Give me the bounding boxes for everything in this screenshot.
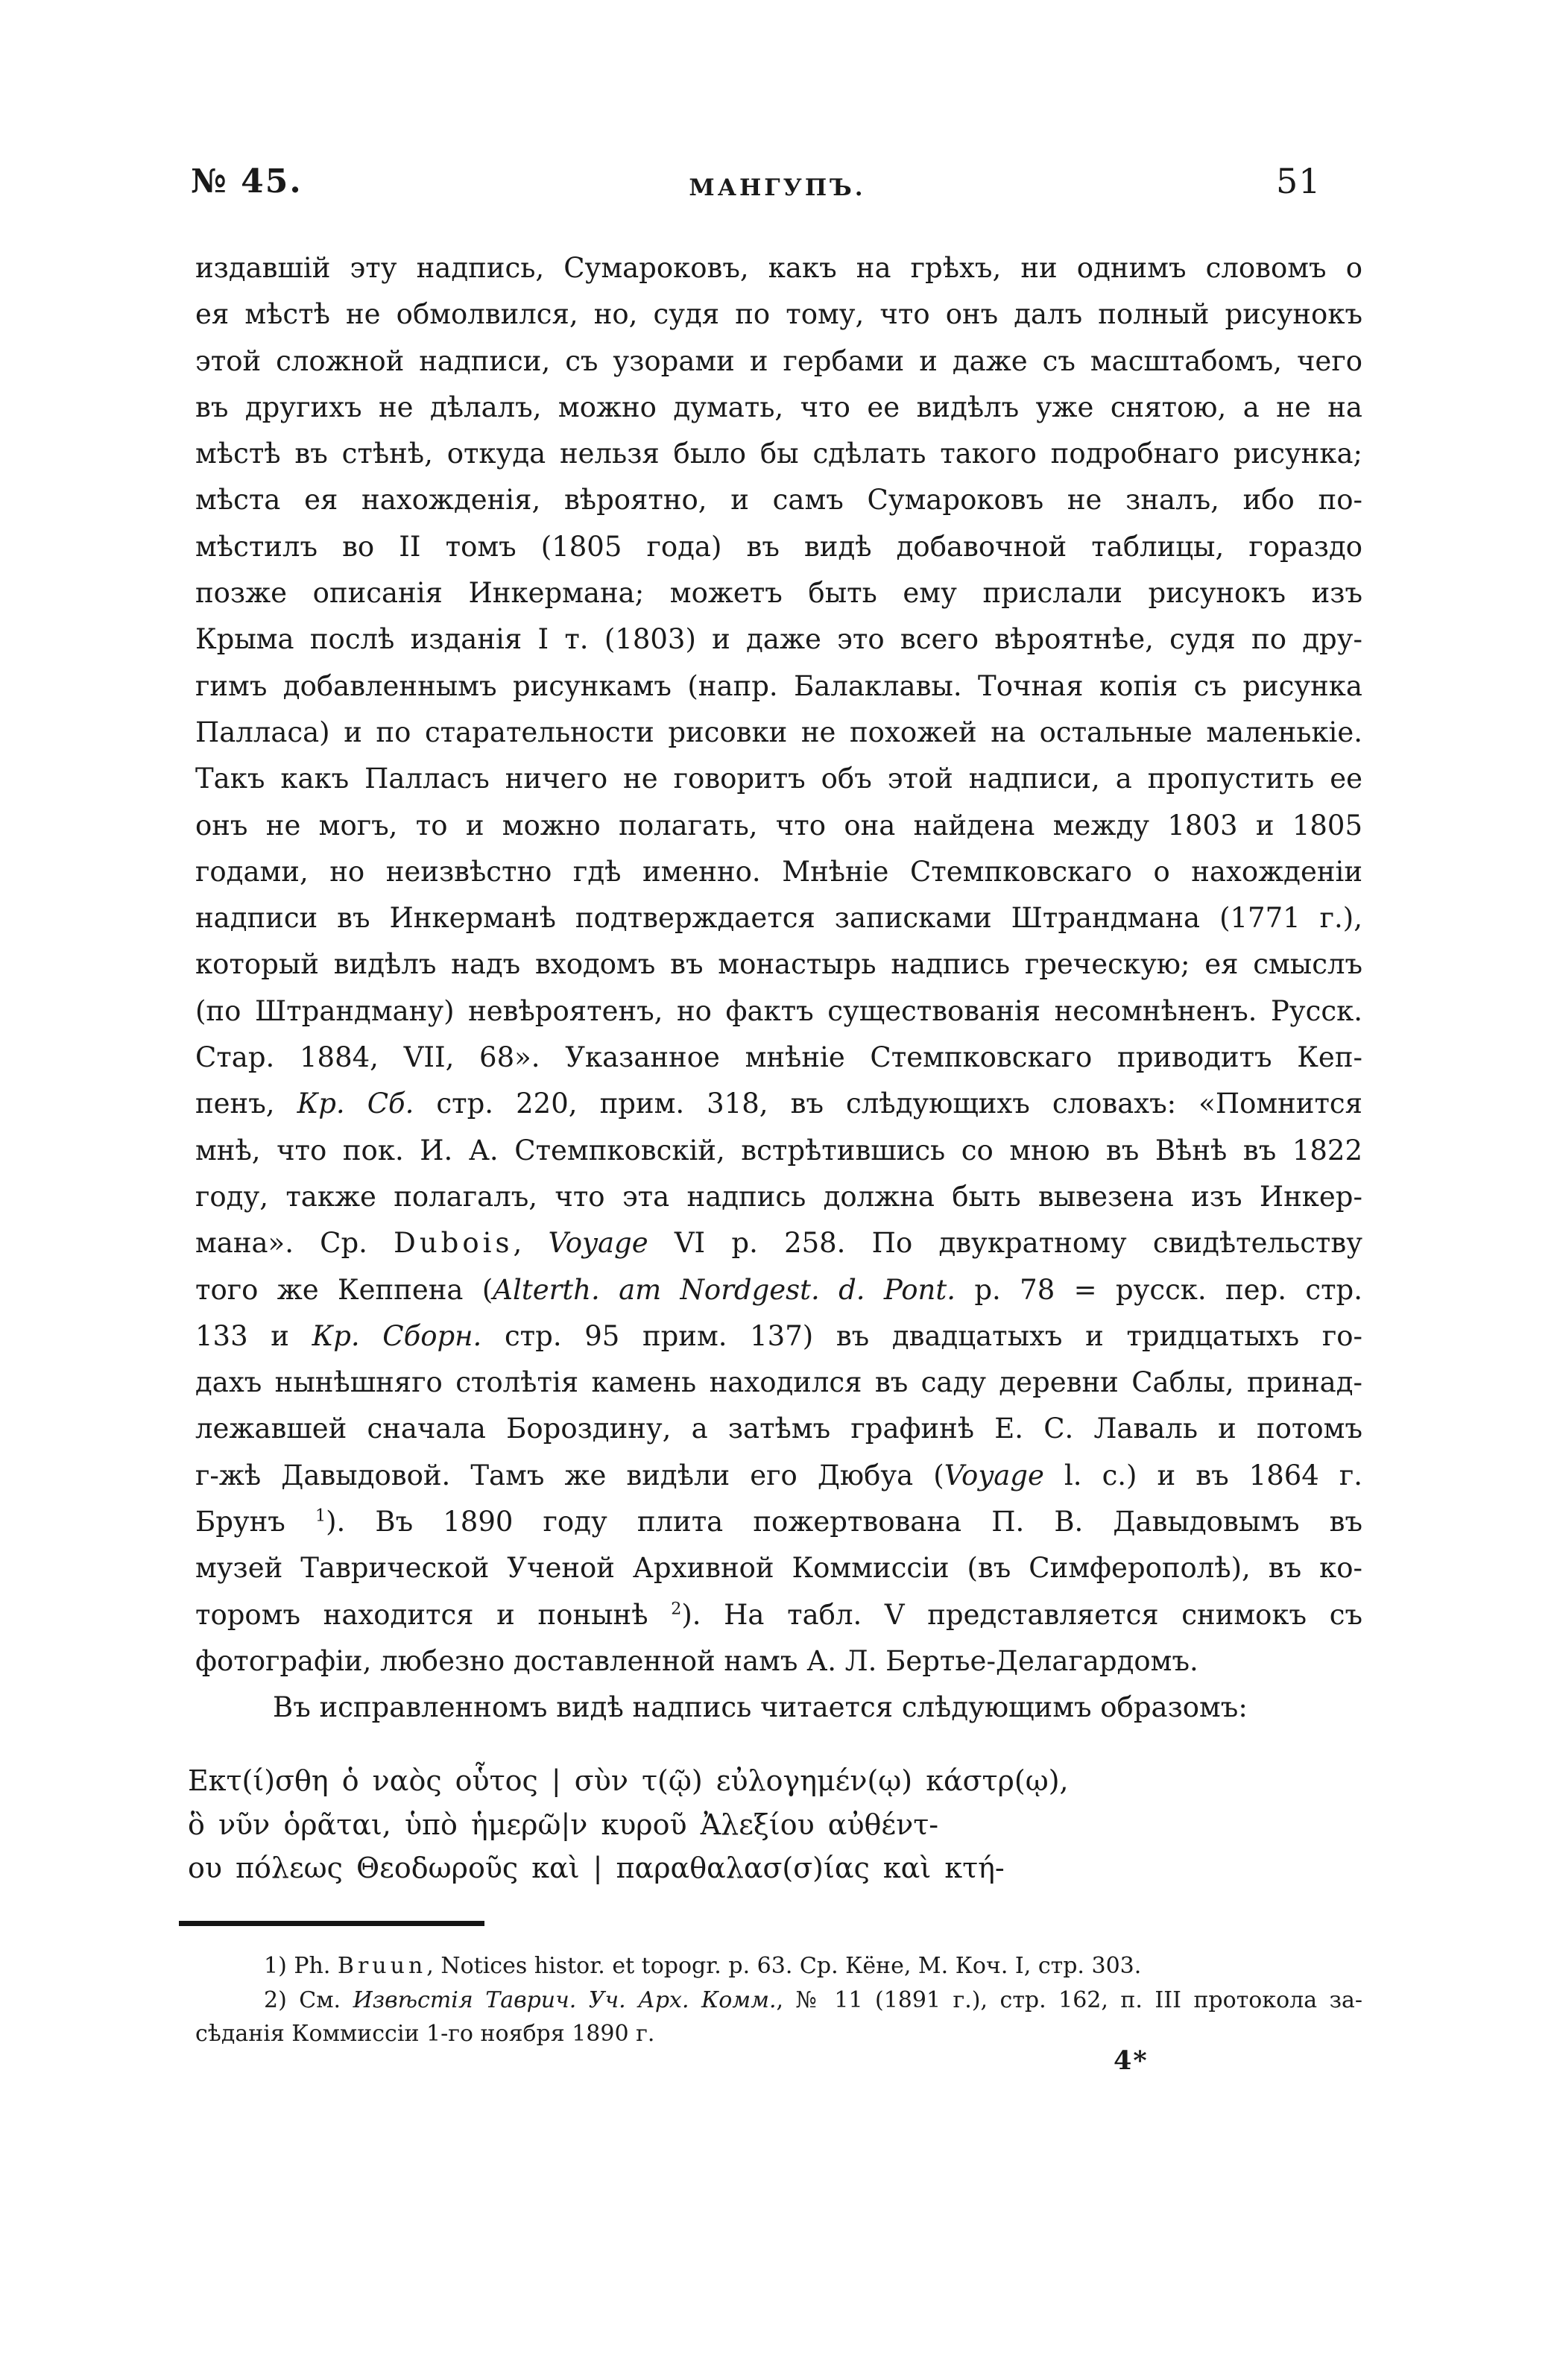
text-line — [195, 338, 1362, 385]
text-line — [195, 1499, 1362, 1545]
footnote-line — [195, 2017, 1362, 2051]
body-paragraphs — [195, 245, 1362, 1732]
text-run: , Notices histor. et topogr. p. 63. Ср. Кёне, М. Коч. I, стр. 303. — [426, 1953, 1142, 1979]
text-line — [195, 663, 1362, 710]
text-run: мнѣ, что пок. И. А. Стемпковскій, встрѣтившись со мною въ Вѣнѣ въ 1822 — [195, 1134, 1362, 1167]
text-run: ). На табл. V представляется снимокъ съ — [681, 1598, 1362, 1631]
running-title: МАНГУПЪ. — [689, 174, 866, 201]
text-run: 1 — [315, 1506, 326, 1526]
signature-mark: 4* — [1114, 2045, 1149, 2076]
text-run: Крыма послѣ изданія I т. (1803) и даже это всего вѣроятнѣе, судя по дру- — [195, 623, 1362, 656]
text-run: годами, но неизвѣстно гдѣ именно. Мнѣніе Стемпковскаго о нахожденіи — [195, 855, 1362, 888]
text-run: Dubois — [394, 1227, 514, 1260]
footnote-line — [195, 1949, 1362, 1983]
text-line — [195, 1128, 1362, 1174]
text-line — [195, 1081, 1362, 1127]
text-run: сѣданія Коммиссіи 1-го ноября 1890 г. — [195, 2021, 655, 2047]
greek-line — [188, 1803, 1355, 1847]
text-run: Кр. Сб. — [297, 1088, 414, 1120]
text-run: Εκτ(ί)σθη ὁ ναὸς οὗτος | σὺν τ(ῷ) εὐλογημέν(ῳ) κάστρ(ῳ), — [188, 1764, 1069, 1797]
text-line — [195, 803, 1362, 849]
text-run: году, также полагалъ, что эта надпись должна быть вывезена изъ Инкер- — [195, 1180, 1362, 1213]
text-line — [195, 1313, 1362, 1360]
text-line — [195, 988, 1362, 1035]
text-run: ея мѣстѣ не обмолвился, но, судя по тому, что онъ далъ полный рисунокъ — [195, 298, 1362, 331]
footnote-line — [195, 1983, 1362, 2018]
text-line — [195, 616, 1362, 663]
text-run: онъ не могъ, то и можно полагать, что она найдена между 1803 и 1805 — [195, 809, 1362, 842]
text-run: позже описанія Инкермана; можетъ быть ему прислали рисунокъ изъ — [195, 577, 1362, 610]
text-line — [195, 1035, 1362, 1081]
text-run: фотографіи, любезно доставленной намъ А. Л. Бертье-Делагардомъ. — [195, 1644, 1198, 1677]
text-run: l. c.) и въ 1864 г. — [1043, 1459, 1363, 1492]
text-run: VI p. 258. По двукратному свидѣтельству — [648, 1227, 1362, 1260]
text-run: дахъ нынѣшняго столѣтія камень находился въ саду деревни Саблы, принад- — [195, 1366, 1362, 1399]
footnotes — [195, 1949, 1362, 2051]
text-run: Брунъ — [195, 1506, 315, 1538]
text-line — [195, 291, 1362, 338]
text-line — [195, 895, 1362, 941]
inscription-number: № 45. — [191, 162, 303, 201]
text-run: 1) Ph. — [264, 1953, 338, 1979]
text-run: мѣста ея нахожденія, вѣроятно, и самъ Сумароковъ не зналъ, ибо по- — [195, 484, 1362, 517]
text-run: Палласа) и по старательности рисовки не похожей на остальные маленькіе. — [195, 716, 1362, 748]
text-line — [195, 570, 1362, 616]
text-run: p. 78 = русск. пер. стр. — [956, 1273, 1363, 1306]
text-run: Voyage — [548, 1227, 648, 1260]
text-line — [195, 1638, 1362, 1685]
text-line — [195, 385, 1362, 431]
text-line — [195, 1406, 1362, 1452]
text-run: ου πόλεως Θεοδωροῦς καὶ | παραθαλασ(σ)ίας καὶ κτή- — [188, 1852, 1005, 1884]
text-run: Извѣстія Таврич. Уч. Арх. Комм. — [353, 1986, 777, 2013]
greek-line — [188, 1846, 1355, 1890]
text-run: Alterth. am Nordgest. d. Pont. — [493, 1273, 956, 1306]
text-run: издавшій эту надпись, Сумароковъ, какъ на грѣхъ, ни однимъ словомъ о — [195, 252, 1362, 284]
text-line — [195, 1360, 1362, 1406]
text-line — [195, 1267, 1362, 1313]
text-line — [195, 524, 1362, 570]
text-run: пенъ, — [195, 1088, 297, 1120]
text-run: 2 — [671, 1599, 682, 1619]
text-line — [195, 1453, 1362, 1499]
text-run: Кр. Сборн. — [312, 1319, 482, 1352]
text-line — [195, 941, 1362, 988]
text-run: мѣстилъ во II томъ (1805 года) въ видѣ добавочной таблицы, гораздо — [195, 530, 1362, 563]
text-line — [195, 431, 1362, 477]
text-run: надписи въ Инкерманѣ подтверждается записками Штрандмана (1771 г.), — [195, 902, 1362, 935]
text-run: который видѣлъ надъ входомъ въ монастырь надпись греческую; ея смыслъ — [195, 948, 1362, 981]
text-line — [195, 1174, 1362, 1220]
text-line — [195, 245, 1362, 291]
text-run: Въ исправленномъ видѣ надпись читается слѣдующимъ образомъ: — [273, 1691, 1248, 1724]
footnote-separator — [179, 1921, 484, 1926]
text-run: торомъ находится и понынѣ — [195, 1598, 672, 1631]
text-run: Voyage — [944, 1459, 1044, 1492]
text-line — [195, 1685, 1362, 1731]
text-run: мана». Ср. — [195, 1227, 394, 1260]
text-run: 133 и — [195, 1319, 312, 1352]
text-line — [195, 710, 1362, 756]
text-run: ). Въ 1890 году плита пожертвована П. В. Давыдовымъ въ — [326, 1506, 1362, 1538]
text-run: музей Таврической Ученой Архивной Коммиссіи (въ Симферополѣ), въ ко- — [195, 1552, 1362, 1585]
text-run: этой сложной надписи, съ узорами и гербами и даже съ масштабомъ, чего — [195, 344, 1362, 377]
text-run: (по Штрандману) невѣроятенъ, но фактъ существованія несомнѣненъ. Русск. — [195, 994, 1362, 1027]
text-run: гимъ добавленнымъ рисункамъ (напр. Балаклавы. Точная копія съ рисунка — [195, 669, 1362, 702]
text-line — [195, 1592, 1362, 1638]
text-run: 2) См. — [264, 1986, 353, 2013]
text-run: Bruun — [337, 1953, 427, 1979]
text-run: стр. 220, прим. 318, въ слѣдующихъ словахъ: «Помнится — [414, 1088, 1362, 1120]
text-run: того же Кеппена ( — [195, 1273, 493, 1306]
text-line — [195, 1220, 1362, 1266]
text-run: , № 11 (1891 г.), стр. 162, п. III протокола за- — [776, 1986, 1362, 2013]
text-run: стр. 95 прим. 137) въ двадцатыхъ и тридцатыхъ го- — [481, 1319, 1362, 1352]
text-line — [195, 756, 1362, 802]
text-run: мѣстѣ въ стѣнѣ, откуда нельзя было бы сдѣлать такого подробнаго рисунка; — [195, 438, 1362, 470]
text-line — [195, 477, 1362, 523]
text-run: Стар. 1884, VII, 68». Указанное мнѣніе Стемпковскаго приводитъ Кеп- — [195, 1041, 1362, 1074]
text-run: Такъ какъ Палласъ ничего не говоритъ объ этой надписи, а пропустить ее — [195, 763, 1362, 795]
text-run: лежавшей сначала Бороздину, а затѣмъ графинѣ Е. С. Лаваль и потомъ — [195, 1412, 1362, 1445]
greek-inscription — [188, 1759, 1355, 1890]
text-line — [195, 849, 1362, 895]
text-run: г-жѣ Давыдовой. Тамъ же видѣли его Дюбуа ( — [195, 1459, 944, 1492]
text-run: ὃ νῦν ὁρᾶται, ὑπὸ ἡμερῶ|ν κυροῦ Ἀλεξίου αὐθέντ- — [188, 1808, 939, 1841]
text-line — [195, 1545, 1362, 1591]
text-run: въ другихъ не дѣлалъ, можно думать, что ее видѣлъ уже снятою, а не на — [195, 391, 1362, 423]
page-number: 51 — [1276, 161, 1321, 201]
text-run: , — [513, 1227, 549, 1260]
greek-line — [188, 1759, 1355, 1803]
